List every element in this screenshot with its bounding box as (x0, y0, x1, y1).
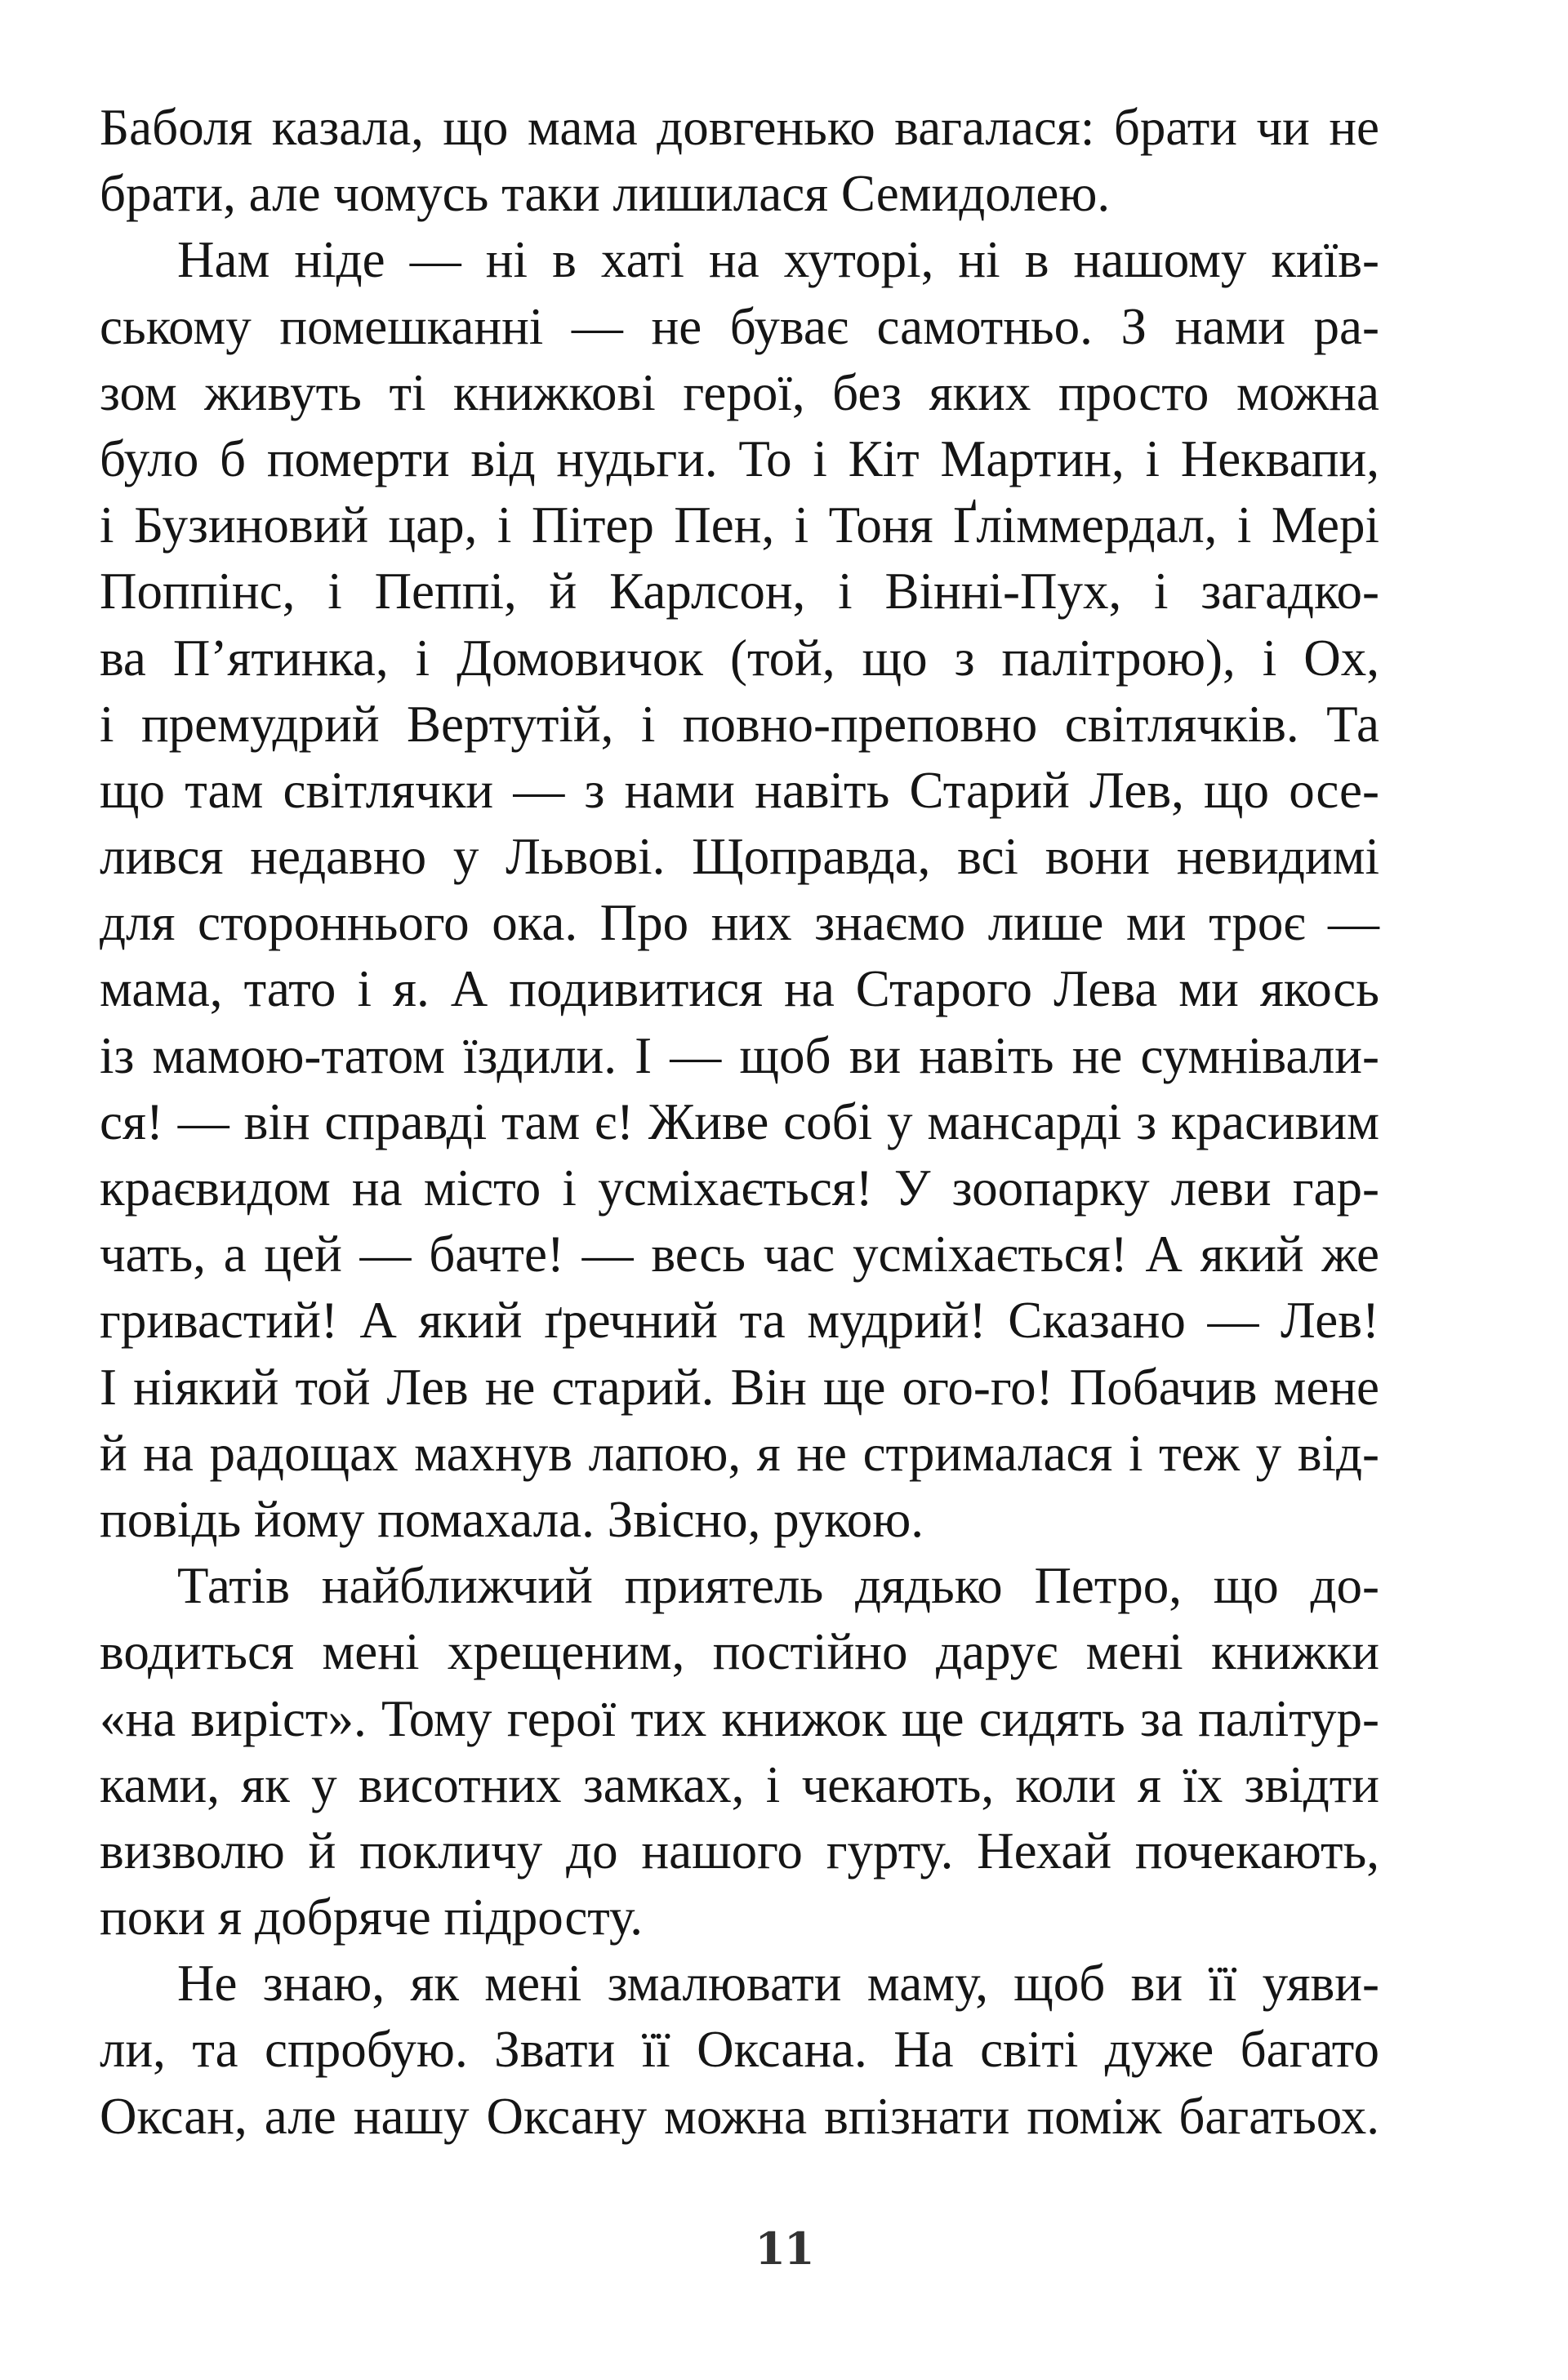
text-line: і премудрий Вертутій, і повно-преповно світлячків. Та (100, 695, 1379, 753)
text-line: водиться мені хрещеним, постійно дарує мені книжки (100, 1623, 1379, 1681)
text-line: для стороннього ока. Про них знаємо лише ми троє — (100, 894, 1379, 952)
text-line: ва П’ятинка, і Домовичок (той, що з палітрою), і Ох, (100, 629, 1379, 687)
text-line: ся! — він справді там є! Живе собі у мансарді з красивим (100, 1092, 1379, 1150)
text-line: Татів найближчий приятель дядько Петро, що до- (177, 1557, 1379, 1615)
text-line: із мамою-татом їздили. І — щоб ви навіть не сумнівали- (100, 1026, 1379, 1084)
body-text (100, 95, 1379, 2150)
text-line: Поппінс, і Пеппі, й Карлсон, і Вінні-Пух, і загадко- (100, 563, 1379, 621)
text-line: поки я добряче підросту. (100, 1888, 643, 1946)
text-line: ському помешканні — не буває самотньо. З нами ра- (100, 297, 1379, 355)
text-line: зом живуть ті книжкові герої, без яких просто можна (100, 363, 1379, 421)
text-line: що там світлячки — з нами навіть Старий Лев, що осе- (100, 761, 1379, 819)
text-line: Нам ніде — ні в хаті на хуторі, ні в нашому київ- (177, 231, 1379, 289)
text-line: І ніякий той Лев не старий. Він ще ого-го! Побачив мене (100, 1358, 1379, 1416)
text-line: чать, а цей — бачте! — весь час усміхається! А який же (100, 1226, 1379, 1283)
text-line: ли, та спробую. Звати її Оксана. На світі дуже багато (100, 2021, 1379, 2079)
text-line: лився недавно у Львові. Щоправда, всі вони невидимі (100, 828, 1379, 886)
text-line: краєвидом на місто і усміхається! У зоопарку леви гар- (100, 1159, 1379, 1217)
text-line: ками, як у висотних замках, і чекають, коли я їх звідти (100, 1755, 1379, 1813)
text-line: Баболя казала, що мама довгенько вагалася: брати чи не (100, 99, 1379, 156)
text-line: мама, тато і я. А подивитися на Старого Лева ми якось (100, 960, 1379, 1018)
page-number: 11 (755, 2222, 813, 2275)
text-line: брати, але чомусь таки лишилася Семидолею. (100, 165, 1111, 223)
text-line: визволю й покличу до нашого гурту. Нехай почекають, (100, 1822, 1379, 1880)
text-line: було б померти від нудьги. То і Кіт Мартин, і Неквапи, (100, 429, 1379, 487)
text-line: й на радощах махнув лапою, я не стрималася і теж у від- (100, 1424, 1379, 1482)
text-line: гривастий! А який ґречний та мудрий! Сказано — Лев! (100, 1292, 1379, 1350)
text-line: «на виріст». Тому герої тих книжок ще сидять за палітур- (100, 1689, 1379, 1747)
text-line: і Бузиновий цар, і Пітер Пен, і Тоня Ґліммердал, і Мері (100, 496, 1379, 554)
text-line: Оксан, але нашу Оксану можна впізнати поміж багатьох. (100, 2087, 1379, 2145)
text-line: повідь йому помахала. Звісно, рукою. (100, 1490, 924, 1548)
text-line: Не знаю, як мені змалювати маму, щоб ви її уяви- (177, 1955, 1379, 2013)
